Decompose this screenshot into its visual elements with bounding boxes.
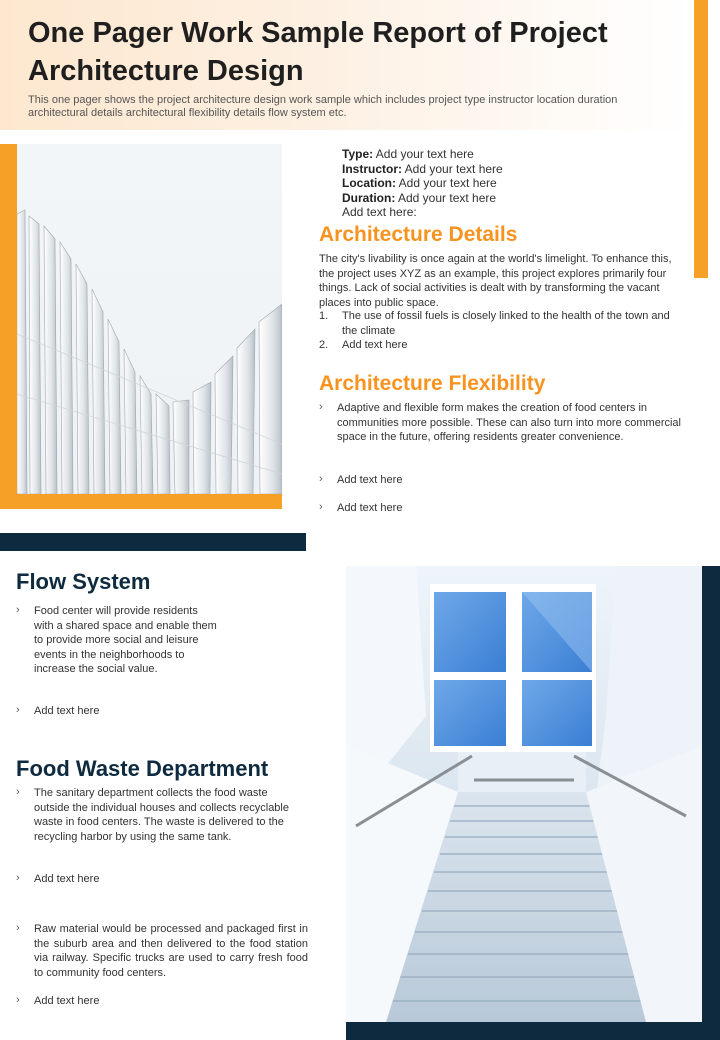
list-item: › Add text here bbox=[319, 501, 403, 514]
building-facade-photo bbox=[17, 144, 282, 494]
page-subtitle: This one pager shows the project architecture design work sample which includes project type instructor location duration architectural details architectural flexibility details flow system etc. bbox=[28, 94, 618, 119]
chevron-right-icon: › bbox=[319, 501, 323, 513]
page-title: One Pager Work Sample Report of Project Architecture Design bbox=[28, 17, 608, 87]
meta-duration: Duration: Add your text here bbox=[342, 190, 497, 205]
project-meta bbox=[342, 147, 503, 220]
chevron-right-icon: › bbox=[16, 994, 20, 1006]
meta-instructor: Instructor: Add your text here bbox=[342, 161, 503, 176]
staircase-photo bbox=[346, 566, 702, 1022]
list-item: › Add text here bbox=[16, 704, 100, 717]
architecture-details-paragraph: The city's livability is once again at the world's limelight. To enhance this, the project uses XYZ as an example, this project explores primarily four things. Lack of social activities is dealt with by transforming the vacant places into public space. bbox=[319, 253, 672, 309]
meta-location: Location: Add your text here bbox=[342, 176, 497, 190]
meta-type: Type: Add your text here bbox=[342, 147, 474, 161]
photo-frame-left bbox=[0, 144, 17, 494]
chevron-right-icon: › bbox=[16, 922, 20, 934]
food-waste-heading: Food Waste Department bbox=[16, 756, 269, 781]
photo-frame-bottom-navy bbox=[346, 1022, 720, 1040]
list-item: › Food center will provide residents with a shared space and enable them to provide more social and leisure events in the neighborhoods to increase the social value. bbox=[16, 604, 217, 675]
section-divider bbox=[0, 533, 306, 551]
meta-extra: Add text here: bbox=[342, 205, 417, 219]
chevron-right-icon: › bbox=[16, 704, 20, 716]
photo-frame-bottom bbox=[0, 494, 282, 509]
chevron-right-icon: › bbox=[16, 604, 20, 616]
list-item: › The sanitary department collects the food waste outside the individual houses and collects recyclable waste in food centers. The waste is delivered to the recycling harbor by using the same tank. bbox=[16, 786, 289, 843]
list-item: › Raw material would be processed and packaged first in the suburb area and then delivered to the food station via railway. Specific trucks are used to carry fresh food to community food centers. bbox=[16, 922, 308, 979]
header-accent-bar bbox=[694, 0, 708, 278]
list-item: › Add text here bbox=[16, 872, 100, 885]
chevron-right-icon: › bbox=[319, 473, 323, 485]
chevron-right-icon: › bbox=[16, 786, 20, 798]
flow-system-heading: Flow System bbox=[16, 569, 151, 594]
list-item: › Add text here bbox=[16, 994, 100, 1007]
list-item: › Add text here bbox=[319, 473, 403, 486]
chevron-right-icon: › bbox=[16, 872, 20, 884]
list-item: › Adaptive and flexible form makes the creation of food centers in communities more possible. These can also turn into more commercial space in the future, offering residents greater convenience. bbox=[319, 401, 681, 443]
architecture-details-heading: Architecture Details bbox=[319, 223, 518, 246]
architecture-flexibility-heading: Architecture Flexibility bbox=[319, 372, 546, 395]
photo-frame-right bbox=[702, 566, 720, 1040]
chevron-right-icon: › bbox=[319, 401, 323, 413]
